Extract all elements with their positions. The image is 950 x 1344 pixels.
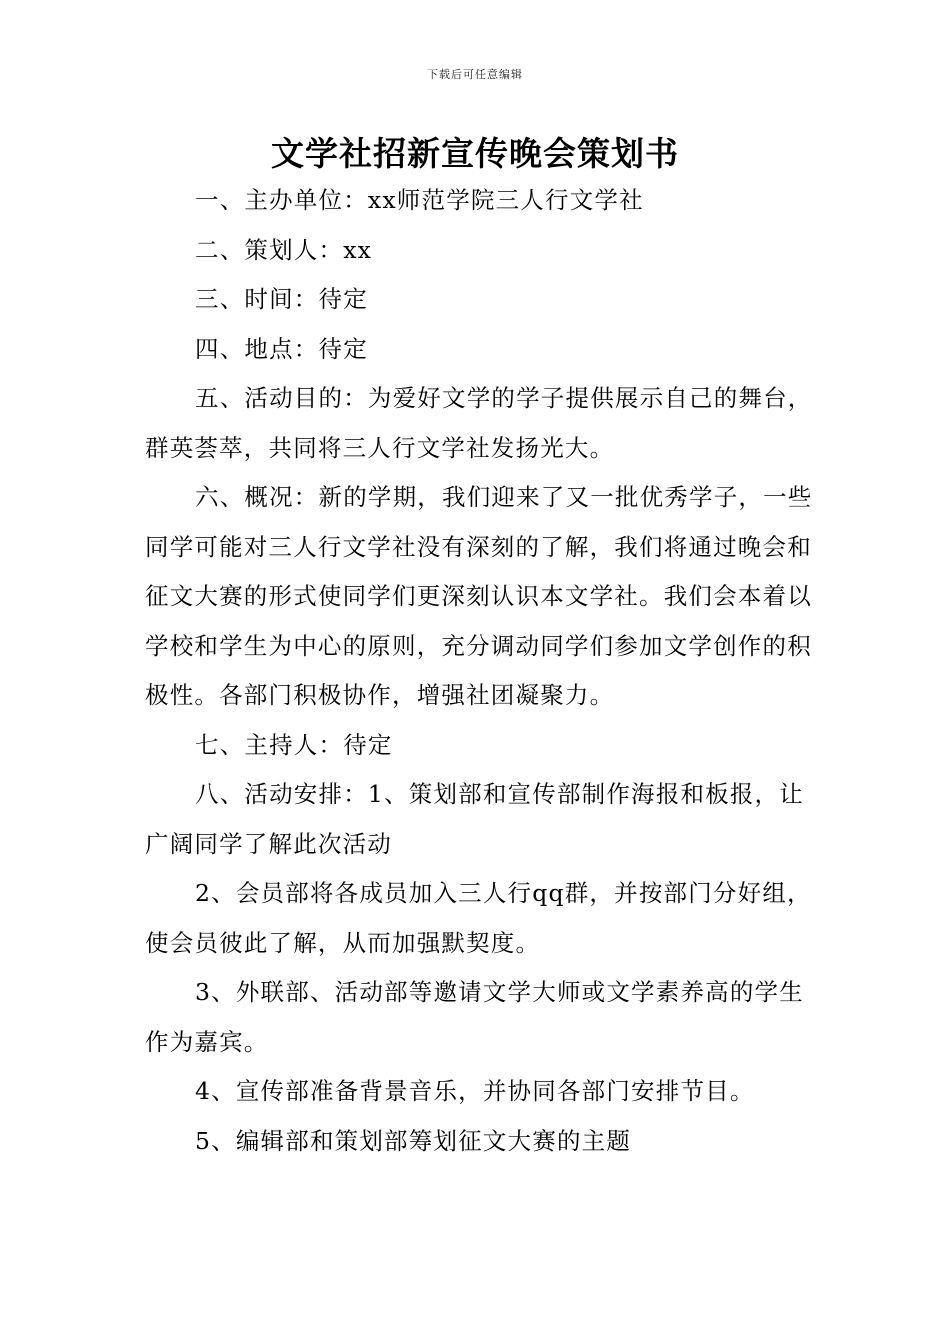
paragraph-arrangement-5: 5、编辑部和策划部筹划征文大赛的主题 <box>195 1126 632 1155</box>
header-note: 下载后可任意编辑 <box>427 68 523 81</box>
paragraph-location: 四、地点：待定 <box>195 334 368 363</box>
paragraph-planner: 二、策划人：xx <box>195 235 373 264</box>
paragraph-arrangement-1: 八、活动安排：1、策划部和宣传部制作海报和板报，让广阔同学了解此次活动 <box>145 780 804 858</box>
document-body <box>145 176 825 1166</box>
paragraph-purpose: 五、活动目的：为爱好文学的学子提供展示自己的舞台，群英荟萃，共同将三人行文学社发扬光大。 <box>145 384 813 462</box>
page-title: 文学社招新宣传晚会策划书 <box>271 134 679 173</box>
paragraph-time: 三、时间：待定 <box>195 285 368 313</box>
paragraph-host: 七、主持人：待定 <box>195 730 393 759</box>
paragraph-overview: 六、概况：新的学期，我们迎来了又一批优秀学子，一些同学可能对三人行文学社没有深刻的了解，我们将通过晚会和征文大赛的形式使同学们更深刻认识本文学社。我们会本着以学校和学生为中心的原则，充分调动同学们参加文学创作的积极性。各部门积极协作，增强社团凝聚力。 <box>145 483 813 709</box>
paragraph-organizer: 一、主办单位：xx师范学院三人行文学社 <box>195 186 644 214</box>
paragraph-arrangement-4: 4、宣传部准备背景音乐，并协同各部门安排节目。 <box>195 1077 755 1105</box>
paragraph-arrangement-3: 3、外联部、活动部等邀请文学大师或文学素养高的学生作为嘉宾。 <box>145 978 804 1056</box>
paragraph-arrangement-2: 2、会员部将各成员加入三人行qq群，并按部门分好组，使会员彼此了解，从而加强默契度。 <box>145 879 812 957</box>
